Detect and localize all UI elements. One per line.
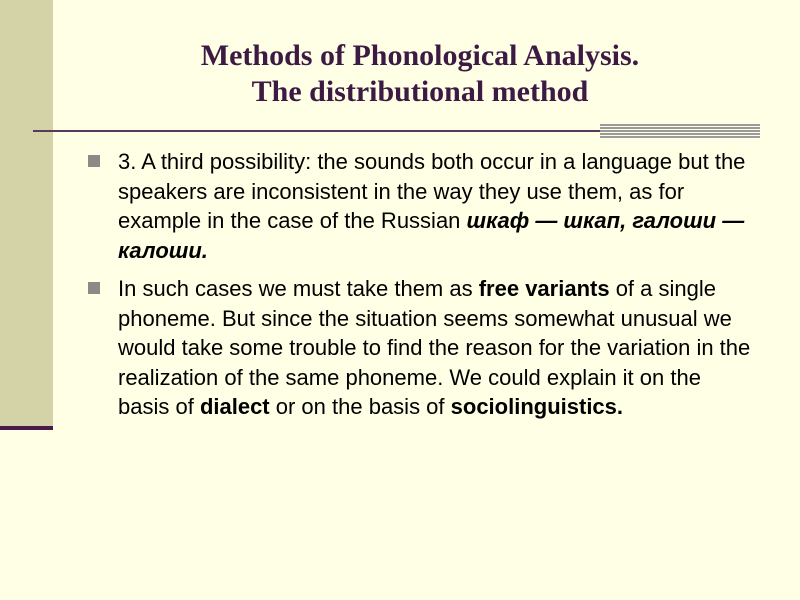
slide-title-line-2: The distributional method <box>251 75 589 108</box>
slide-body <box>86 147 756 431</box>
square-bullet-icon <box>88 282 100 294</box>
bullet-2-part3: or on the basis of <box>269 394 451 419</box>
side-accent-line <box>0 426 53 430</box>
bullet-1-intro: 3. A third possibility: the sounds both occur in a language but the speakers are inconsistent in the way they use them, as for example in the case of the Russian <box>118 149 746 233</box>
bullet-2-part2: of a single phoneme. But since the situation seems somewhat unusual we would take some trouble to find the reason for the variation in the realization of the same phoneme. We could explain it on the basis of <box>118 276 751 419</box>
term-sociolinguistics: sociolinguistics. <box>450 394 624 419</box>
term-free-variants: free variants <box>478 276 610 301</box>
bullet-item <box>86 147 756 265</box>
bullet-2-part1: In such cases we must take them as <box>118 276 479 301</box>
title-divider-accent <box>600 124 760 138</box>
slide-title <box>60 38 780 110</box>
bullet-1-examples: шкаф — шкап, галоши — калоши. <box>118 208 745 263</box>
bullet-text <box>118 149 745 263</box>
term-dialect: dialect <box>199 394 270 419</box>
side-band <box>0 0 53 430</box>
bullet-text <box>118 276 750 419</box>
slide-title-line-1: Methods of Phonological Analysis. <box>200 39 640 72</box>
square-bullet-icon <box>88 155 100 167</box>
bullet-item <box>86 274 756 422</box>
